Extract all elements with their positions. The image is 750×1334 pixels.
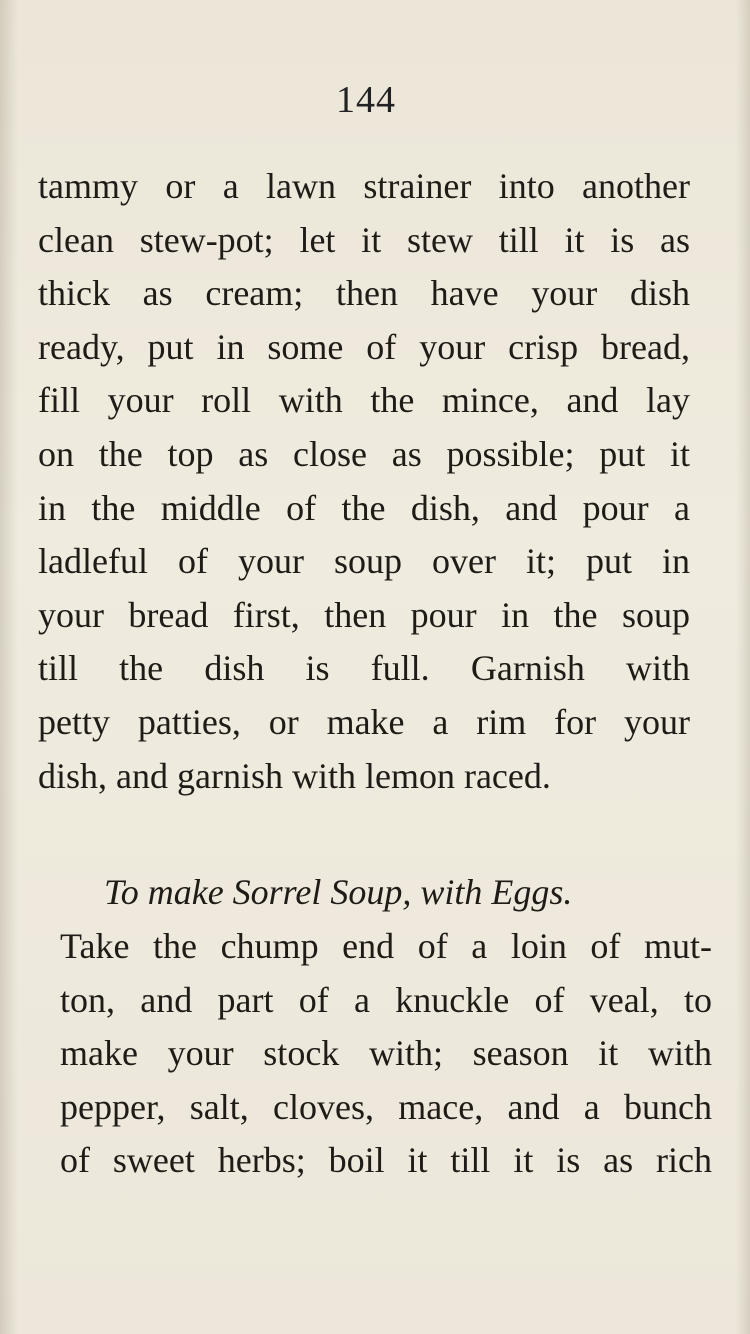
text-line: in the middle of the dish, and pour a <box>38 487 690 528</box>
text-line: petty patties, or make a rim for your <box>38 701 690 742</box>
text-line: tammy or a lawn strainer into another <box>38 166 690 206</box>
text-line: Take the chump end of a loin of mut- <box>60 926 712 966</box>
text-line: till the dish is full. Garnish with <box>38 648 690 689</box>
text-line: on the top as close as possible; put it <box>38 433 690 474</box>
text-line: of sweet herbs; boil it till it is as rich <box>60 1140 712 1181</box>
text-line: make your stock with; season it with <box>60 1033 712 1074</box>
page-number: 144 <box>336 79 396 121</box>
spine-shadow <box>0 0 18 1334</box>
text-line: pepper, salt, cloves, mace, and a bunch <box>60 1086 712 1127</box>
text-line: fill your roll with the mince, and lay <box>38 380 690 421</box>
page-edge-shadow <box>736 0 750 1334</box>
recipe-paragraph <box>60 920 712 1188</box>
recipe-heading: To make Sorrel Soup, with Eggs. <box>104 872 573 912</box>
text-line: ready, put in some of your crisp bread, <box>38 326 690 367</box>
text-line: ladleful of your soup over it; put in <box>38 541 690 582</box>
text-line: your bread first, then pour in the soup <box>38 594 690 635</box>
text-line: clean stew-pot; let it stew till it is as <box>38 219 690 260</box>
paragraph-continued <box>38 160 690 803</box>
text-line: ton, and part of a knuckle of veal, to <box>60 979 712 1020</box>
text-line: dish, and garnish with lemon raced. <box>38 755 551 796</box>
text-line: thick as cream; then have your dish <box>38 273 690 314</box>
